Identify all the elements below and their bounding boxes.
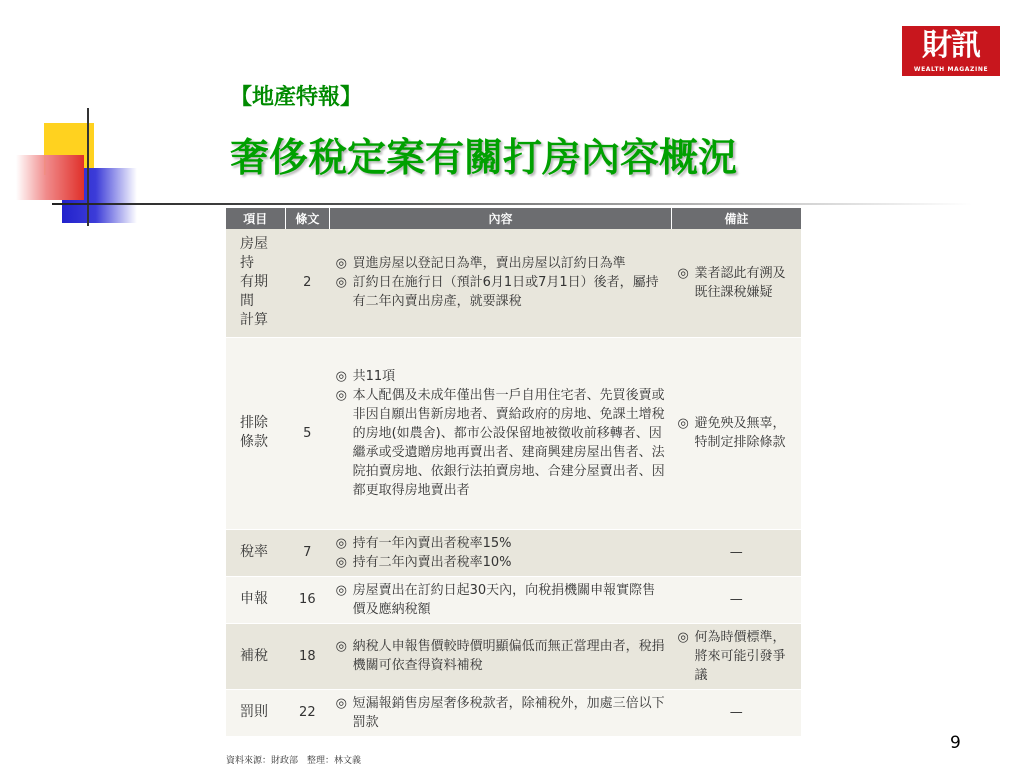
bullet-mark: ◎ bbox=[335, 639, 347, 654]
content-bullet bbox=[336, 367, 666, 386]
cell-item-line: 有期間 bbox=[240, 274, 268, 310]
cell-article: 16 bbox=[285, 576, 330, 623]
content-bullet bbox=[336, 386, 666, 500]
cell-note: — bbox=[671, 529, 801, 576]
cell-item bbox=[226, 337, 285, 529]
header-item: 項目 bbox=[226, 208, 285, 229]
bullet-mark: ◎ bbox=[335, 554, 347, 570]
cell-article: 5 bbox=[285, 337, 330, 529]
cell-content bbox=[330, 529, 672, 576]
cell-content bbox=[330, 623, 672, 689]
bullet-mark: ◎ bbox=[335, 582, 347, 598]
cell-item-line: 稅率 bbox=[240, 544, 268, 560]
cell-note: — bbox=[671, 576, 801, 623]
bullet-mark: ◎ bbox=[335, 275, 347, 291]
slide-title: 奢侈稅定案有關打房內容概況 bbox=[230, 135, 738, 181]
bullet-mark: ◎ bbox=[677, 629, 689, 645]
bullet-text: 買進房屋以登記日為準，賣出房屋以訂約日為準 bbox=[352, 256, 626, 272]
cell-item bbox=[226, 623, 285, 689]
cell-content bbox=[330, 229, 672, 337]
bullet-text: 持有一年內賣出者稅率15% bbox=[352, 535, 512, 551]
cell-article: 2 bbox=[285, 229, 330, 337]
table-row bbox=[226, 576, 801, 623]
note-bullet bbox=[677, 414, 795, 452]
cell-item-line: 申報 bbox=[240, 591, 268, 607]
cell-item-line: 補稅 bbox=[240, 647, 268, 664]
wealth-magazine-logo bbox=[902, 26, 1000, 76]
header-note: 備註 bbox=[671, 208, 801, 229]
logo-sub-text: WEALTH MAGAZINE bbox=[913, 66, 989, 73]
cell-item-line: 排除 bbox=[240, 415, 268, 431]
decor-vertical-line bbox=[87, 108, 89, 226]
bullet-mark: ◎ bbox=[335, 368, 347, 384]
cell-note bbox=[671, 623, 801, 689]
bullet-mark: ◎ bbox=[335, 387, 347, 403]
content-bullet bbox=[336, 273, 666, 311]
cell-item-line: 計算 bbox=[240, 312, 268, 329]
table-row bbox=[226, 337, 801, 529]
bullet-mark: ◎ bbox=[335, 256, 347, 272]
content-bullet bbox=[336, 534, 666, 553]
cell-article: 7 bbox=[285, 529, 330, 576]
bullet-mark: ◎ bbox=[677, 416, 689, 431]
table-row bbox=[226, 529, 801, 576]
header-content: 內容 bbox=[330, 208, 672, 229]
bullet-mark: ◎ bbox=[335, 695, 347, 711]
decor-red-square bbox=[16, 155, 84, 200]
content-bullet bbox=[336, 637, 666, 675]
bullet-text: 避免殃及無辜，特制定排除條款 bbox=[694, 416, 786, 450]
table-row bbox=[226, 689, 801, 736]
bullet-text: 業者認此有溯及既往課稅嫌疑 bbox=[694, 265, 786, 300]
bullet-text: 短漏報銷售房屋奢侈稅款者，除補稅外，加處三倍以下罰款 bbox=[352, 695, 665, 730]
logo-main-text: 財訊 bbox=[922, 28, 980, 63]
section-tag: 【地產特報】 bbox=[230, 84, 363, 110]
bullet-text: 何為時價標準，將來可能引發爭議 bbox=[694, 629, 786, 683]
content-bullet bbox=[336, 254, 666, 273]
cell-item-line: 條款 bbox=[240, 434, 268, 450]
bullet-text: 持有二年內賣出者稅率10% bbox=[352, 554, 512, 570]
decor-horizontal-line bbox=[52, 203, 972, 205]
table-body bbox=[226, 229, 801, 736]
table-row bbox=[226, 229, 801, 337]
header-article: 條文 bbox=[285, 208, 330, 229]
bullet-text: 房屋賣出在訂約日起30天內，向稅捐機關申報實際售價及應納稅額 bbox=[352, 582, 656, 617]
content-bullet bbox=[336, 694, 666, 732]
bullet-mark: ◎ bbox=[677, 265, 689, 281]
cell-content bbox=[330, 337, 672, 529]
content-bullet bbox=[336, 553, 666, 572]
tax-table bbox=[226, 208, 801, 737]
cell-article: 18 bbox=[285, 623, 330, 689]
cell-item bbox=[226, 689, 285, 736]
cell-article: 22 bbox=[285, 689, 330, 736]
cell-note bbox=[671, 337, 801, 529]
table-header-row bbox=[226, 208, 801, 229]
note-bullet bbox=[677, 264, 795, 302]
bullet-mark: ◎ bbox=[335, 535, 347, 551]
content-bullet bbox=[336, 581, 666, 619]
bullet-text: 共11項 bbox=[352, 368, 396, 384]
source-note: 資料來源：財政部 整理：林文義 bbox=[226, 756, 362, 766]
cell-content bbox=[330, 689, 672, 736]
cell-item bbox=[226, 576, 285, 623]
cell-note bbox=[671, 229, 801, 337]
note-bullet bbox=[677, 628, 795, 685]
bullet-text: 本人配偶及未成年僅出售一戶自用住宅者、先買後賣或非因自願出售新房地者、賣給政府的房地、免課土增稅的房地(如農舍)、都市公設保留地被徵收前移轉者、因繼承或受遺贈房地再賣出者、建商興建房屋出售者、法院拍賣房地、依銀行法拍賣房地、合建分屋賣出者、因都更取得房地賣出者 bbox=[352, 387, 665, 498]
cell-content bbox=[330, 576, 672, 623]
bullet-text: 訂約日在施行日（預計6月1日或7月1日）後者，屬持有二年內賣出房產，就要課稅 bbox=[352, 275, 659, 310]
cell-item-line: 房屋持 bbox=[240, 236, 268, 272]
cell-item bbox=[226, 229, 285, 337]
cell-note: — bbox=[671, 689, 801, 736]
cell-item bbox=[226, 529, 285, 576]
bullet-text: 納稅人申報售價較時價明顯偏低而無正當理由者，稅捐機關可依查得資料補稅 bbox=[352, 639, 665, 673]
cell-item-line: 罰則 bbox=[240, 704, 268, 720]
table-row bbox=[226, 623, 801, 689]
page-number: 9 bbox=[950, 733, 961, 753]
